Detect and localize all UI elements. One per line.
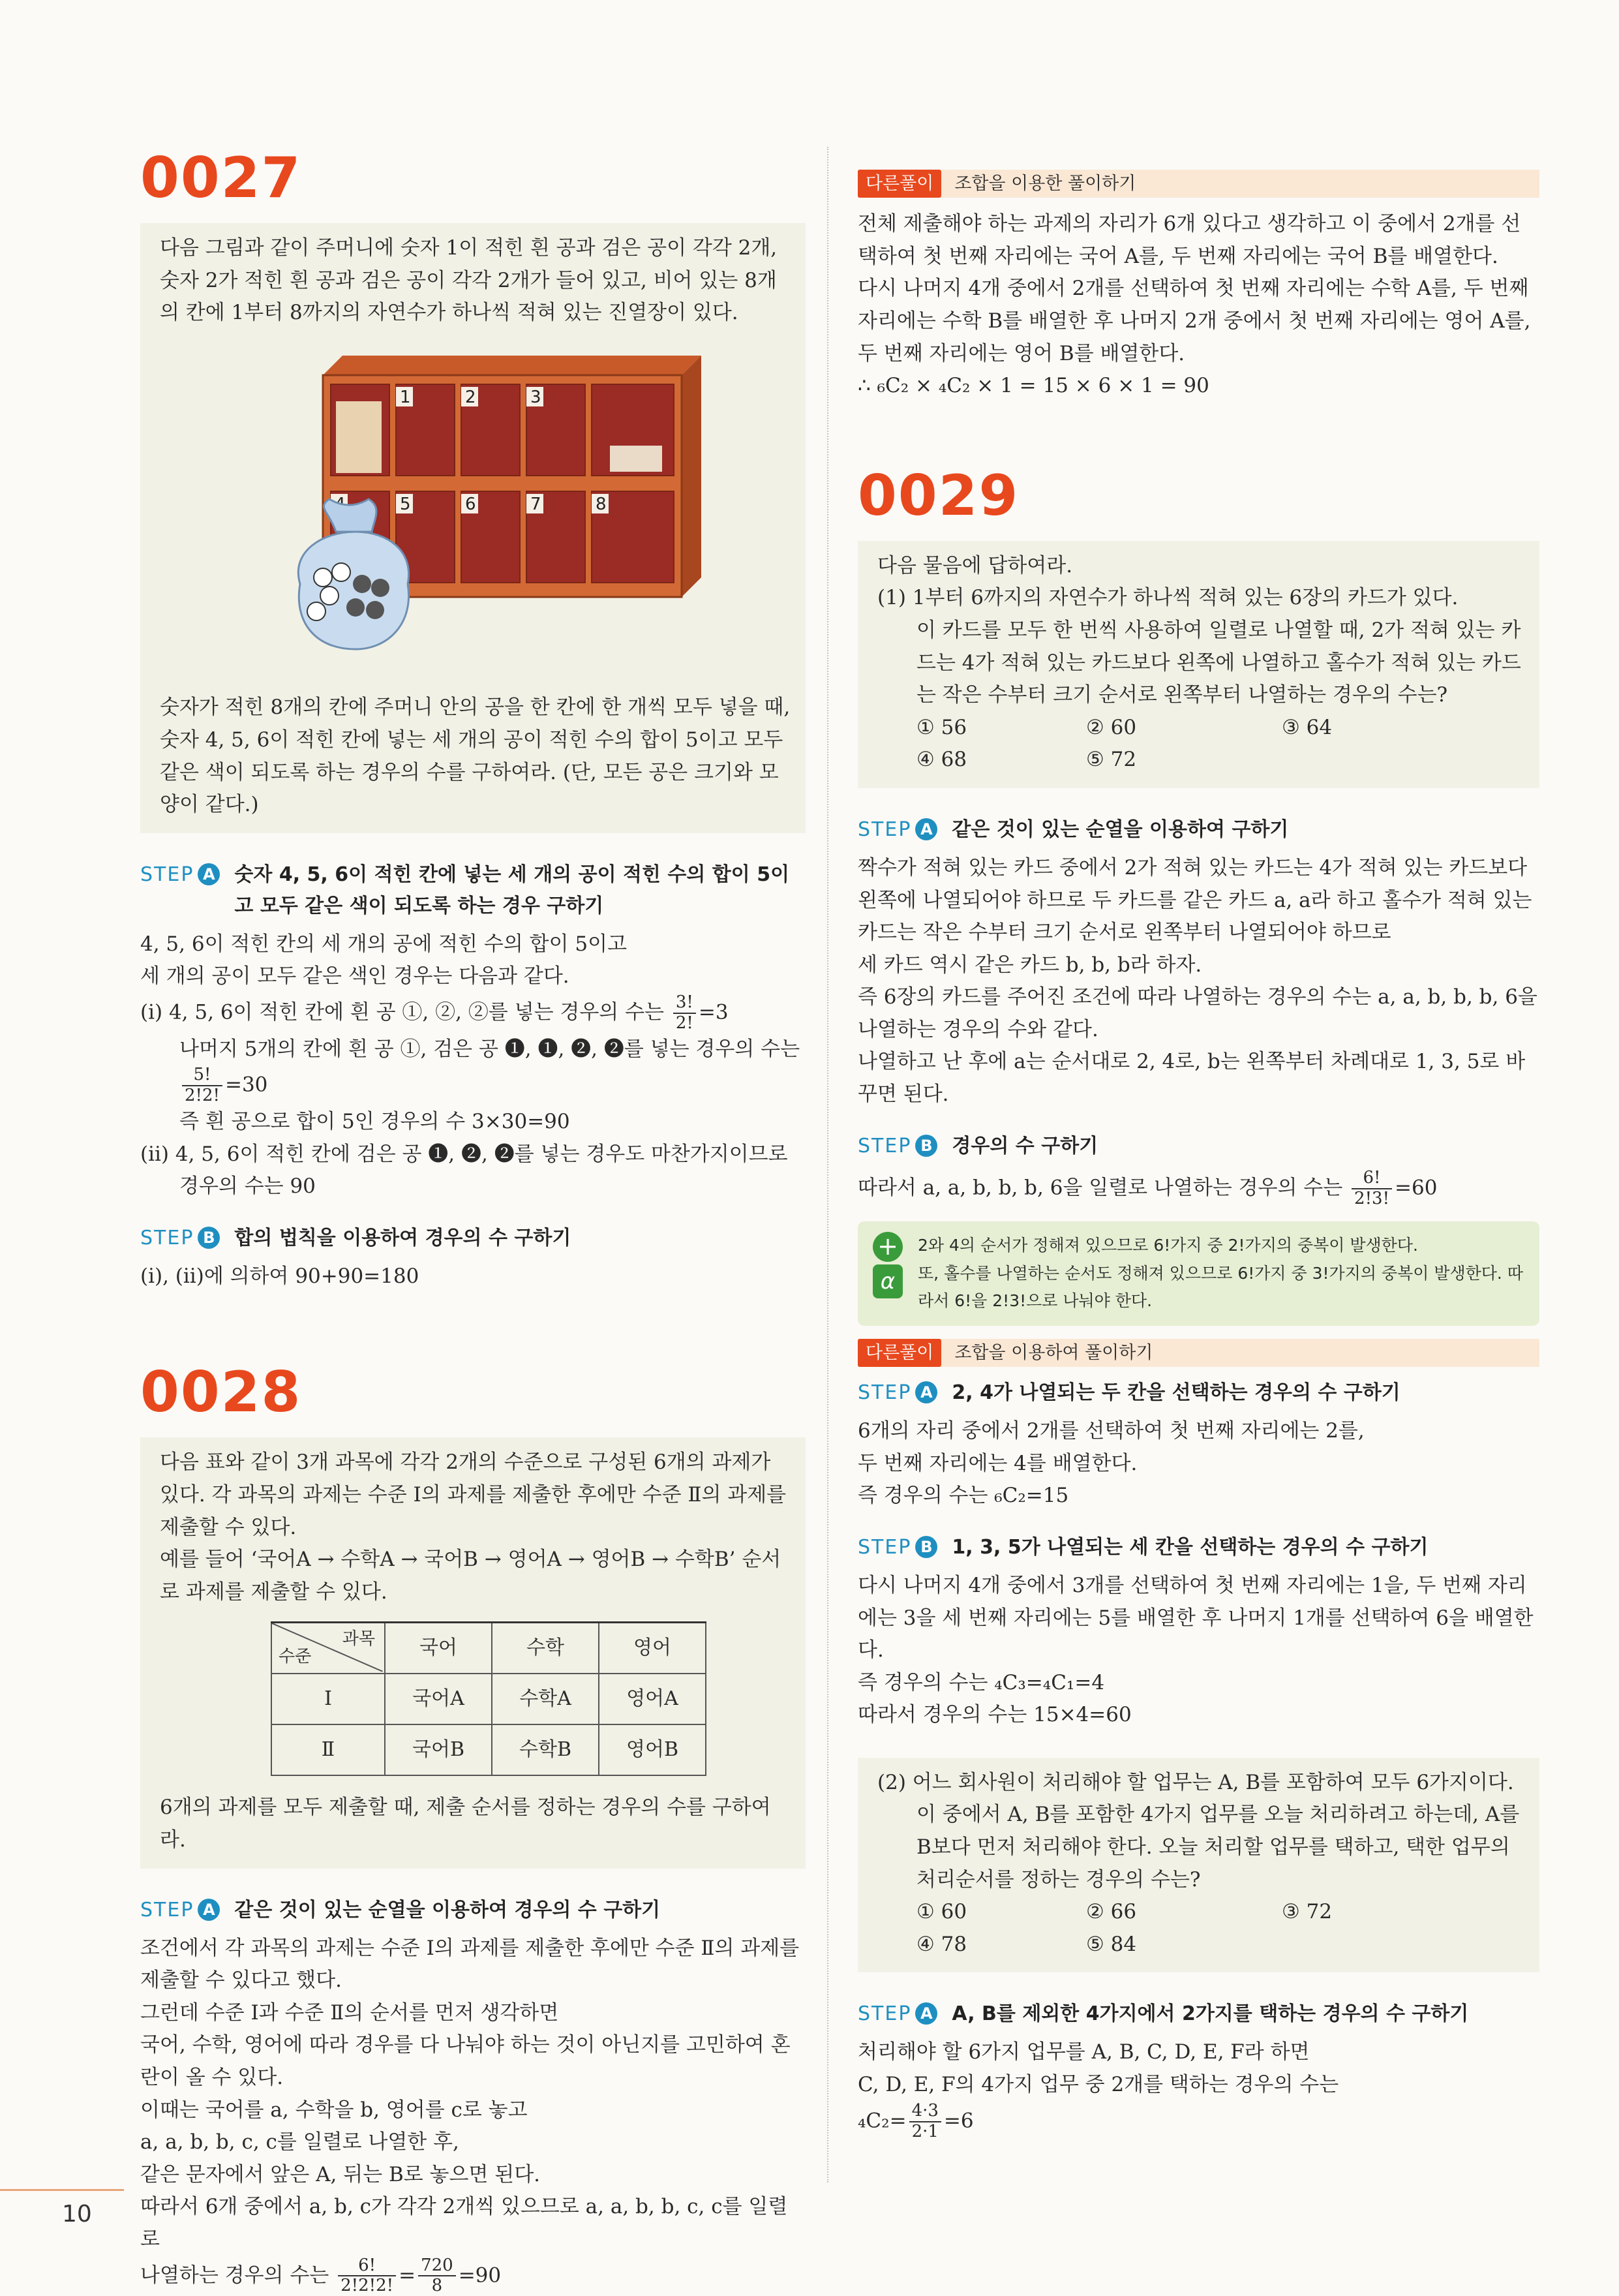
page-number: 10: [62, 2201, 92, 2227]
solution-line: 경우의 수는 90: [179, 1174, 316, 1199]
step-label: STEP: [858, 1134, 912, 1157]
solution-line: 두 번째 자리에는 4를 배열한다.: [858, 1451, 1138, 1475]
question-text-2: 예를 들어 ‘국어A → 수학A → 국어B → 영어A → 영어B → 수학B’ 순서로 과제를 제출할 수 있다.: [160, 1548, 781, 1604]
table-header: 수학: [492, 1623, 599, 1674]
alternative-solution-tag: [858, 170, 1539, 198]
choice: ③ 64: [1282, 715, 1333, 739]
step-label: STEP: [140, 1898, 194, 1921]
choice: ③ 72: [1282, 1900, 1333, 1924]
solution-line: [858, 2102, 1539, 2142]
step-label: STEP: [858, 1535, 912, 1559]
step-b-heading: [858, 1131, 1539, 1162]
table-cell: Ⅱ: [271, 1724, 385, 1775]
table-cell: 수학A: [492, 1674, 599, 1724]
solution-line: 6개의 자리 중에서 2개를 선택하여 첫 번째 자리에는 2를,: [858, 1419, 1365, 1443]
question-intro: 다음 물음에 답하여라.: [877, 553, 1073, 577]
solution-line: 따라서 6개 중에서 a, b, c가 각각 2개씩 있으므로 a, a, b, b, c, c를 일렬로: [140, 2195, 788, 2251]
alternative-solution-tag: [858, 1339, 1539, 1367]
corner-label-subject: 과목: [342, 1629, 375, 1649]
question-text: (1) 1부터 6까지의 자연수가 하나씩 적혀 있는 6장의 카드가 있다.: [877, 586, 1459, 610]
step-title: 1, 3, 5가 나열되는 세 칸을 선택하는 경우의 수 구하기: [952, 1535, 1429, 1559]
choice: ② 66: [1086, 1900, 1137, 1924]
solution-line: a, a, b, b, c, c를 일렬로 나열한 후,: [140, 2130, 459, 2154]
step-label: STEP: [140, 863, 194, 886]
step-letter-badge: A: [915, 818, 937, 840]
table-row: [271, 1724, 706, 1775]
solution-0027-step-a: [140, 928, 806, 1203]
cell-number: 5: [400, 494, 411, 514]
question-text: 다음 그림과 같이 주머니에 숫자 1이 적힌 흰 공과 검은 공이 각각 2개, 숫자 2가 적힌 흰 공과 검은 공이 각각 2개가 들어 있고, 비어 있는 8개의 칸에 1부터 8까지의 자연수가 하나씩 적혀 있는 진열장이 있다.: [160, 236, 778, 325]
cell-number: 3: [530, 387, 541, 407]
fraction: [182, 1065, 222, 1106]
solution-0028-step-a: [140, 1933, 806, 2296]
choice: ④ 68: [916, 748, 967, 772]
fraction: [1352, 1169, 1392, 1209]
step-a-heading: [140, 859, 806, 922]
alternative-step-b: [858, 1570, 1539, 1732]
choice: ① 56: [916, 715, 967, 739]
alternative-badge: 다른풀이: [858, 1339, 941, 1367]
step-title: 같은 것이 있는 순열을 이용하여 구하기: [952, 818, 1289, 841]
question-text-2: 이 중에서 A, B를 포함한 4가지 업무를 오늘 처리하려고 하는데, A를 B보다 먼저 처리해야 한다. 오늘 처리할 업무를 택하고, 택한 업무의 처리순서를 정하는 경우의 수는?: [916, 1803, 1520, 1891]
cell-number: 2: [465, 387, 476, 407]
numerator: 720: [418, 2256, 456, 2277]
alternative-step-a: [858, 1415, 1539, 1512]
alternative-badge: 다른풀이: [858, 170, 941, 198]
step-label: STEP: [858, 818, 912, 841]
hint-line: 또, 홀수를 나열하는 순서도 정해져 있으므로 6!가지 중 3!가지의 중복이 발생한다. 따라서 6!을 2!3!으로 나눠야 한다.: [918, 1263, 1523, 1311]
problem-0029-question-2: [858, 1758, 1539, 1973]
step-title: 합의 법칙을 이용하여 경우의 수 구하기: [234, 1226, 571, 1249]
solution-line: 같은 문자에서 앞은 A, 뒤는 B로 놓으면 된다.: [140, 2162, 540, 2186]
problem-number-0029: 0029: [858, 463, 1020, 528]
answer-choices: [877, 712, 1525, 776]
step-title: 경우의 수 구하기: [952, 1134, 1098, 1157]
denominator: 8: [431, 2276, 443, 2296]
step-a-heading: [140, 1895, 806, 1926]
column-divider: [827, 147, 828, 2182]
footer-rule: [0, 2189, 124, 2191]
table-row: [271, 1674, 706, 1724]
solution-line: 처리해야 할 6가지 업무를 A, B, C, D, E, F라 하면: [858, 2040, 1310, 2064]
numerator: 6!: [338, 2256, 396, 2277]
solution-text: 나열하는 경우의 수는: [140, 2263, 329, 2287]
solution-0027-step-b: [140, 1261, 806, 1293]
corner-label-level: 수준: [279, 1646, 312, 1666]
step-b-heading: [858, 1532, 1539, 1563]
solution-line: 즉 6장의 카드를 주어진 조건에 따라 나열하는 경우의 수는 a, a, b, b, b, 6을 나열하는 경우의 수와 같다.: [858, 985, 1537, 1041]
table-cell: 국어B: [385, 1724, 492, 1775]
numerator: 4·3: [909, 2102, 941, 2122]
left-column: [140, 145, 806, 2296]
choice: ⑤ 72: [1086, 748, 1137, 772]
answer-choices: [877, 1896, 1525, 1961]
solution-line: 4, 5, 6이 적힌 칸의 세 개의 공에 적힌 수의 합이 5이고: [140, 932, 628, 956]
solution-line: [140, 1065, 806, 1106]
cell-number: 6: [465, 494, 476, 514]
hint-box: [858, 1221, 1539, 1326]
choice: ① 60: [916, 1900, 967, 1924]
cell-number: 8: [596, 494, 607, 514]
step-label: STEP: [140, 1226, 194, 1249]
step-letter-badge: A: [915, 1381, 937, 1403]
solution-line: 즉 경우의 수는 ₆C₂=15: [858, 1484, 1069, 1508]
solution-line: 나열하는 경우의 수는 $\frac{6!}{2!2!2!}$ = $\frac{720}{8}$ =90: [140, 2255, 502, 2296]
solution-line: 전체 제출해야 하는 과제의 자리가 6개 있다고 생각하고 이 중에서 2개를 선택하여 첫 번째 자리에는 국어 A를, 두 번째 자리에는 국어 B를 배열한다.: [858, 212, 1521, 268]
solution-text: (ⅰ) 4, 5, 6이 적힌 칸에 흰 공 ①, ②, ②를 넣는 경우의 수는: [140, 1000, 664, 1024]
level-table: [271, 1621, 706, 1776]
result: =90: [458, 2263, 502, 2287]
result: =60: [1395, 1176, 1438, 1200]
solution-0029-2-step-a: [858, 2036, 1539, 2141]
solution-line: [858, 1169, 1539, 1209]
result: =30: [224, 1073, 268, 1097]
table-cell: 영어B: [599, 1724, 706, 1775]
step-letter-badge: A: [915, 2002, 937, 2025]
step-label: STEP: [858, 1381, 912, 1405]
cell-number: 7: [530, 494, 541, 514]
step-a-heading: [858, 1998, 1539, 2030]
denominator: 2!3!: [1354, 1188, 1390, 1208]
solution-text: ₄C₂=: [858, 2109, 907, 2133]
solution-line: 다시 나머지 4개 중에서 3개를 선택하여 첫 번째 자리에는 1을, 두 번째 자리에는 3을 세 번째 자리에는 5를 배열한 후 나머지 1개를 선택하여 6을 배열한다.: [858, 1573, 1534, 1662]
solution-line: 그런데 수준 Ⅰ과 수준 Ⅱ의 순서를 먼저 생각하면: [140, 2000, 559, 2025]
solution-line: 즉 경우의 수는 ₄C₃=₄C₁=4: [858, 1670, 1105, 1694]
solution-line: C, D, E, F의 4가지 업무 중 2개를 택하는 경우의 수는: [858, 2073, 1339, 2097]
solution-line: 세 개의 공이 모두 같은 색인 경우는 다음과 같다.: [140, 964, 569, 988]
numerator: 3!: [673, 993, 696, 1014]
table-header: 영어: [599, 1623, 706, 1674]
numerator: 5!: [182, 1065, 222, 1086]
plus-alpha-icon: + α: [871, 1232, 905, 1315]
denominator: 2!2!: [185, 1086, 220, 1106]
step-a-heading: [858, 814, 1539, 846]
result: =3: [698, 1000, 729, 1024]
alternative-label: 조합을 이용하여 풀이하기: [954, 1342, 1153, 1363]
solution-0029-step-b: [858, 1169, 1539, 1209]
solution-text: 따라서 a, a, b, b, b, 6을 일렬로 나열하는 경우의 수는: [858, 1176, 1343, 1200]
solution-line: 즉 흰 공으로 합이 5인 경우의 수 3×30=90: [179, 1110, 570, 1134]
step-letter-badge: B: [915, 1135, 937, 1157]
fraction: [673, 993, 696, 1033]
hint-line: 2와 4의 순서가 정해져 있으므로 6!가지 중 2!가지의 중복이 발생한다.: [918, 1236, 1418, 1255]
solution-line: (ⅰ), (ⅱ)에 의하여 90+90=180: [140, 1264, 419, 1288]
solution-line: 짝수가 적혀 있는 카드 중에서 2가 적혀 있는 카드는 4가 적혀 있는 카드보다 왼쪽에 나열되어야 하므로 두 카드를 같은 카드 a, a라 하고 홀수가 적혀 있는 카드는 작은 수부터 크기 순서로 왼쪽부터 나열되어야 하므로: [858, 855, 1532, 945]
choice: ④ 78: [916, 1932, 967, 1956]
shelf-bag-illustration: [160, 336, 812, 662]
fraction: [909, 2102, 941, 2142]
step-letter-badge: B: [915, 1536, 937, 1558]
solution-0029-step-a: [858, 852, 1539, 1111]
step-label: STEP: [858, 2002, 912, 2026]
step-b-heading: [140, 1223, 806, 1254]
denominator: 2!2!2!: [340, 2276, 394, 2296]
denominator: 2!: [675, 1013, 693, 1033]
solution-line: 조건에서 각 과목의 과제는 수준 Ⅰ의 과제를 제출한 후에만 수준 Ⅱ의 과제를 제출할 수 있다고 했다.: [140, 1936, 800, 1993]
step-title: 같은 것이 있는 순열을 이용하여 경우의 수 구하기: [234, 1898, 661, 1921]
question-text-3: 6개의 과제를 모두 제출할 때, 제출 순서를 정하는 경우의 수를 구하여라.: [160, 1796, 771, 1852]
choice: ⑤ 84: [1086, 1932, 1137, 1956]
alternative-solution-0028: [858, 208, 1539, 403]
question-text: (2) 어느 회사원이 처리해야 할 업무는 A, B를 포함하여 모두 6가지이다.: [877, 1770, 1514, 1794]
solution-line: ∴ ₆C₂ × ₄C₂ × 1 = 15 × 6 × 1 = 90: [858, 374, 1209, 398]
table-header: 국어: [385, 1623, 492, 1674]
question-text-2: 이 카드를 모두 한 번씩 사용하여 일렬로 나열할 때, 2가 적혀 있는 카드는 4가 적혀 있는 카드보다 왼쪽에 나열하고 홀수가 적혀 있는 카드는 작은 수부터 크기 순서로 왼쪽부터 나열하는 경우의 수는?: [916, 618, 1521, 707]
problem-0029-question-1: [858, 541, 1539, 788]
question-text: 다음 표와 같이 3개 과목에 각각 2개의 수준으로 구성된 6개의 과제가 있다. 각 과목의 과제는 수준 Ⅰ의 과제를 제출한 후에만 수준 Ⅱ의 과제를 제출할 수 있다.: [160, 1450, 787, 1539]
choice: ② 60: [1086, 715, 1137, 739]
question-text-2: 숫자가 적힌 8개의 칸에 주머니 안의 공을 한 칸에 한 개씩 모두 넣을 때, 숫자 4, 5, 6이 적힌 칸에 넣는 세 개의 공이 적힌 수의 합이 5이고 모두 같은 색이 되도록 하는 경우의 수를 구하여라. (단, 모든 공은 크기와 모양이 같다.): [160, 696, 791, 817]
solution-line: (ⅱ) 4, 5, 6이 적힌 칸에 검은 공 ❶, ❷, ❷를 넣는 경우도 마찬가지이므로: [140, 1142, 788, 1166]
table-cell: 수학B: [492, 1724, 599, 1775]
table-cell: 영어A: [599, 1674, 706, 1724]
solution-line: 다시 나머지 4개 중에서 2개를 선택하여 첫 번째 자리에는 수학 A를, 두 번째 자리에는 수학 B를 배열한 후 나머지 2개 중에서 첫 번째 자리에는 영어 A를, 두 번째 자리에는 영어 B를 배열한다.: [858, 277, 1531, 365]
solution-line: 이때는 국어를 a, 수학을 b, 영어를 c로 놓고: [140, 2098, 528, 2122]
solution-line: 세 카드 역시 같은 카드 b, b, b라 하자.: [858, 953, 1202, 977]
solution-line: 따라서 경우의 수는 15×4=60: [858, 1703, 1132, 1727]
step-title: 숫자 4, 5, 6이 적힌 칸에 넣는 세 개의 공이 적힌 수의 합이 5이고 모두 같은 색이 되도록 하는 경우 구하기: [234, 863, 790, 917]
step-letter-badge: A: [198, 863, 220, 885]
problem-number-0027: 0027: [140, 145, 302, 211]
problem-number-0028: 0028: [140, 1360, 302, 1426]
step-letter-badge: B: [198, 1227, 220, 1249]
step-a-heading: [858, 1377, 1539, 1409]
table-cell: Ⅰ: [271, 1674, 385, 1724]
alternative-label: 조합을 이용한 풀이하기: [954, 174, 1136, 194]
solution-line: [140, 993, 806, 1033]
solution-line: 국어, 수학, 영어에 따라 경우를 다 나눠야 하는 것이 아닌지를 고민하여 혼란이 올 수 있다.: [140, 2033, 791, 2089]
step-title: A, B를 제외한 4가지에서 2가지를 택하는 경우의 수 구하기: [952, 2002, 1469, 2026]
solution-line: 나머지 5개의 칸에 흰 공 ①, 검은 공 ❶, ❶, ❷, ❷를 넣는 경우의 수는: [179, 1037, 800, 1061]
table-corner-cell: [271, 1623, 385, 1674]
problem-0027-question: [140, 223, 806, 833]
solution-line: 나열하고 난 후에 a는 순서대로 2, 4로, b는 왼쪽부터 차례대로 1, 3, 5로 바꾸면 된다.: [858, 1050, 1526, 1107]
table-cell: 국어A: [385, 1674, 492, 1724]
numerator: 6!: [1352, 1169, 1392, 1189]
cell-number: 1: [400, 387, 411, 407]
denominator: 2·1: [911, 2121, 939, 2141]
result: =6: [943, 2109, 974, 2133]
problem-0028-question: [140, 1437, 806, 1868]
right-column: [858, 157, 1539, 2141]
step-title: 2, 4가 나열되는 두 칸을 선택하는 경우의 수 구하기: [952, 1381, 1400, 1405]
step-letter-badge: A: [198, 1899, 220, 1921]
